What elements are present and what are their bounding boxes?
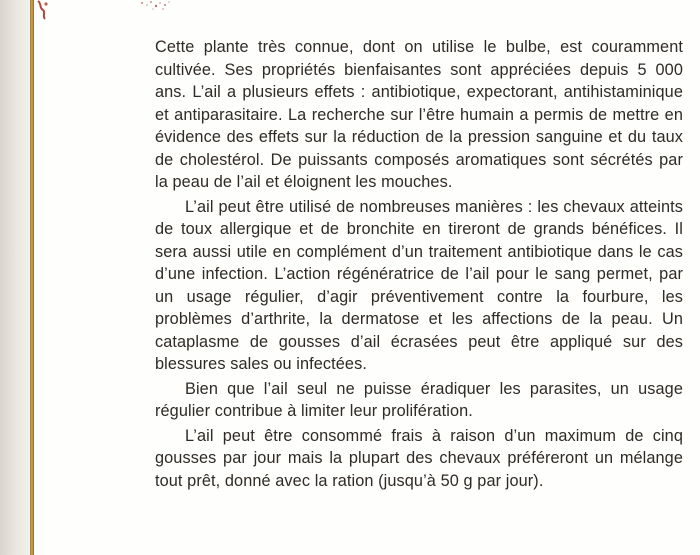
flourish-ornament-icon: [36, 0, 50, 20]
paragraph-dosage: L’ail peut être consommé frais à raison d’un maximum de cinq gousses par jour mais la plupart des chevaux préféreront un mélange tout prêt, donné avec la ration (jusqu’à 50 g par jour).: [155, 426, 683, 490]
paragraph-parasites: Bien que l’ail seul ne puisse éradiquer les parasites, un usage régulier contribue à limiter leur prolifération.: [155, 379, 683, 420]
page-binding-edge: [0, 0, 30, 555]
dotted-ornament-icon: [138, 0, 174, 12]
body-text: [155, 36, 683, 492]
paragraph-intro: Cette plante très connue, dont on utilise le bulbe, est couramment cultivée. Ses propriétés bienfaisantes sont appréciées depuis 5 000 ans. L’ail a plusieurs effets : antibiotique, expectorant, antihistaminique et antiparasitaire. La recherche sur l’être humain a permis de mettre en évidence des effets sur la réduction de la pression sanguine et du taux de cholestérol. De puissants composés aromatiques sont sécrétés par la peau de l’ail et éloignent les mouches.: [155, 38, 683, 191]
gold-margin-rule: [30, 0, 34, 555]
paragraph-uses: L’ail peut être utilisé de nombreuses manières : les chevaux atteints de toux allergique et de bronchite en tireront de grands bénéfices. Il sera aussi utile en complément d’un traitement antibiotique dans le cas d’une infection. L’action régénératrice de l’ail pour le sang permet, par un usage régulier, d’agir préventivement contre la fourbure, les problèmes d’arthrite, la dermatose et les affections de la peau. Un cataplasme de gousses d’ail écrasées peut être appliqué sur des blessures sales ou infectées.: [155, 197, 683, 373]
